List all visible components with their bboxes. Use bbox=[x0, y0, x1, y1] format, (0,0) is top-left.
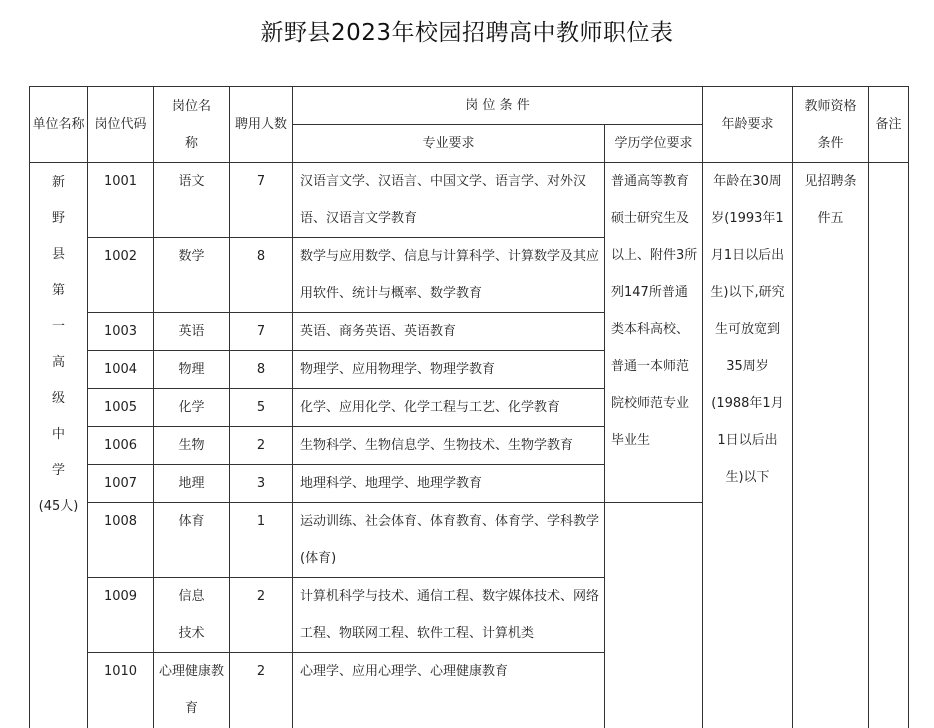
header-age: 年龄要求 bbox=[703, 87, 793, 163]
post-count: 2 bbox=[230, 578, 293, 653]
position-table bbox=[29, 86, 909, 728]
post-count: 7 bbox=[230, 163, 293, 238]
post-code: 1006 bbox=[88, 427, 154, 465]
unit-char: 新 bbox=[51, 175, 65, 190]
post-name: 物理 bbox=[154, 351, 230, 389]
unit-name-cell bbox=[30, 163, 88, 728]
header-unit: 单位名称 bbox=[30, 87, 88, 163]
age-requirement: 年龄在30周岁(1993年1月1日以后出生)以下,研究生可放宽到35周岁(1988年1月1日以后出生)以下 bbox=[703, 163, 793, 728]
post-code: 1009 bbox=[88, 578, 154, 653]
post-code: 1005 bbox=[88, 389, 154, 427]
post-count: 8 bbox=[230, 351, 293, 389]
major-requirement: 汉语言文学、汉语言、中国文学、语言学、对外汉语、汉语言文学教育 bbox=[293, 163, 605, 238]
major-requirement: 英语、商务英语、英语教育 bbox=[293, 313, 605, 351]
post-name: 生物 bbox=[154, 427, 230, 465]
post-code: 1008 bbox=[88, 503, 154, 578]
edu-requirement: 普通高等教育硕士研究生及以上、附件3所列147所普通类本科高校、普通一本师范院校师范专业毕业生 bbox=[605, 163, 703, 503]
post-count: 2 bbox=[230, 653, 293, 728]
unit-char: 中 bbox=[51, 427, 65, 442]
page-title: 新野县2023年校园招聘高中教师职位表 bbox=[260, 20, 674, 46]
major-requirement: 数学与应用数学、信息与计算科学、计算数学及其应用软件、统计与概率、数学教育 bbox=[293, 238, 605, 313]
edu-requirement-continued bbox=[605, 503, 703, 728]
major-requirement: 地理科学、地理学、地理学教育 bbox=[293, 465, 605, 503]
major-requirement: 化学、应用化学、化学工程与工艺、化学教育 bbox=[293, 389, 605, 427]
header-remark: 备注 bbox=[869, 87, 909, 163]
qualification-requirement: 见招聘条件五 bbox=[793, 163, 869, 728]
post-name: 英语 bbox=[154, 313, 230, 351]
header-qualification: 教师资格条件 bbox=[793, 87, 869, 163]
header-count: 聘用人数 bbox=[230, 87, 293, 163]
major-requirement: 运动训练、社会体育、体育教育、体育学、学科教学(体育) bbox=[293, 503, 605, 578]
post-code: 1003 bbox=[88, 313, 154, 351]
header-code: 岗位代码 bbox=[88, 87, 154, 163]
major-requirement: 计算机科学与技术、通信工程、数字媒体技术、网络工程、物联网工程、软件工程、计算机类 bbox=[293, 578, 605, 653]
header-edu-requirement: 学历学位要求 bbox=[605, 125, 703, 163]
unit-total: (45人) bbox=[38, 499, 79, 514]
major-requirement: 生物科学、生物信息学、生物技术、生物学教育 bbox=[293, 427, 605, 465]
post-name: 信息技术 bbox=[154, 578, 230, 653]
post-count: 1 bbox=[230, 503, 293, 578]
unit-char: 县 bbox=[51, 247, 65, 262]
post-count: 5 bbox=[230, 389, 293, 427]
unit-char: 高 bbox=[51, 355, 65, 370]
post-code: 1002 bbox=[88, 238, 154, 313]
post-name: 地理 bbox=[154, 465, 230, 503]
post-count: 7 bbox=[230, 313, 293, 351]
unit-char: 第 bbox=[51, 283, 65, 298]
unit-char: 学 bbox=[51, 463, 65, 478]
unit-char: 级 bbox=[51, 391, 65, 406]
unit-char: 一 bbox=[51, 319, 65, 334]
header-post-name: 岗位名称 bbox=[154, 87, 230, 163]
remark-cell bbox=[869, 163, 909, 728]
post-name: 体育 bbox=[154, 503, 230, 578]
major-requirement: 物理学、应用物理学、物理学教育 bbox=[293, 351, 605, 389]
post-name: 心理健康教育 bbox=[154, 653, 230, 728]
header-conditions: 岗 位 条 件 bbox=[293, 87, 703, 125]
post-count: 8 bbox=[230, 238, 293, 313]
major-requirement: 心理学、应用心理学、心理健康教育 bbox=[293, 653, 605, 728]
unit-char: 野 bbox=[51, 211, 65, 226]
header-major-requirement: 专业要求 bbox=[293, 125, 605, 163]
post-code: 1010 bbox=[88, 653, 154, 728]
post-name: 语文 bbox=[154, 163, 230, 238]
post-code: 1007 bbox=[88, 465, 154, 503]
post-count: 2 bbox=[230, 427, 293, 465]
post-name: 化学 bbox=[154, 389, 230, 427]
post-code: 1001 bbox=[88, 163, 154, 238]
post-count: 3 bbox=[230, 465, 293, 503]
post-name: 数学 bbox=[154, 238, 230, 313]
post-code: 1004 bbox=[88, 351, 154, 389]
